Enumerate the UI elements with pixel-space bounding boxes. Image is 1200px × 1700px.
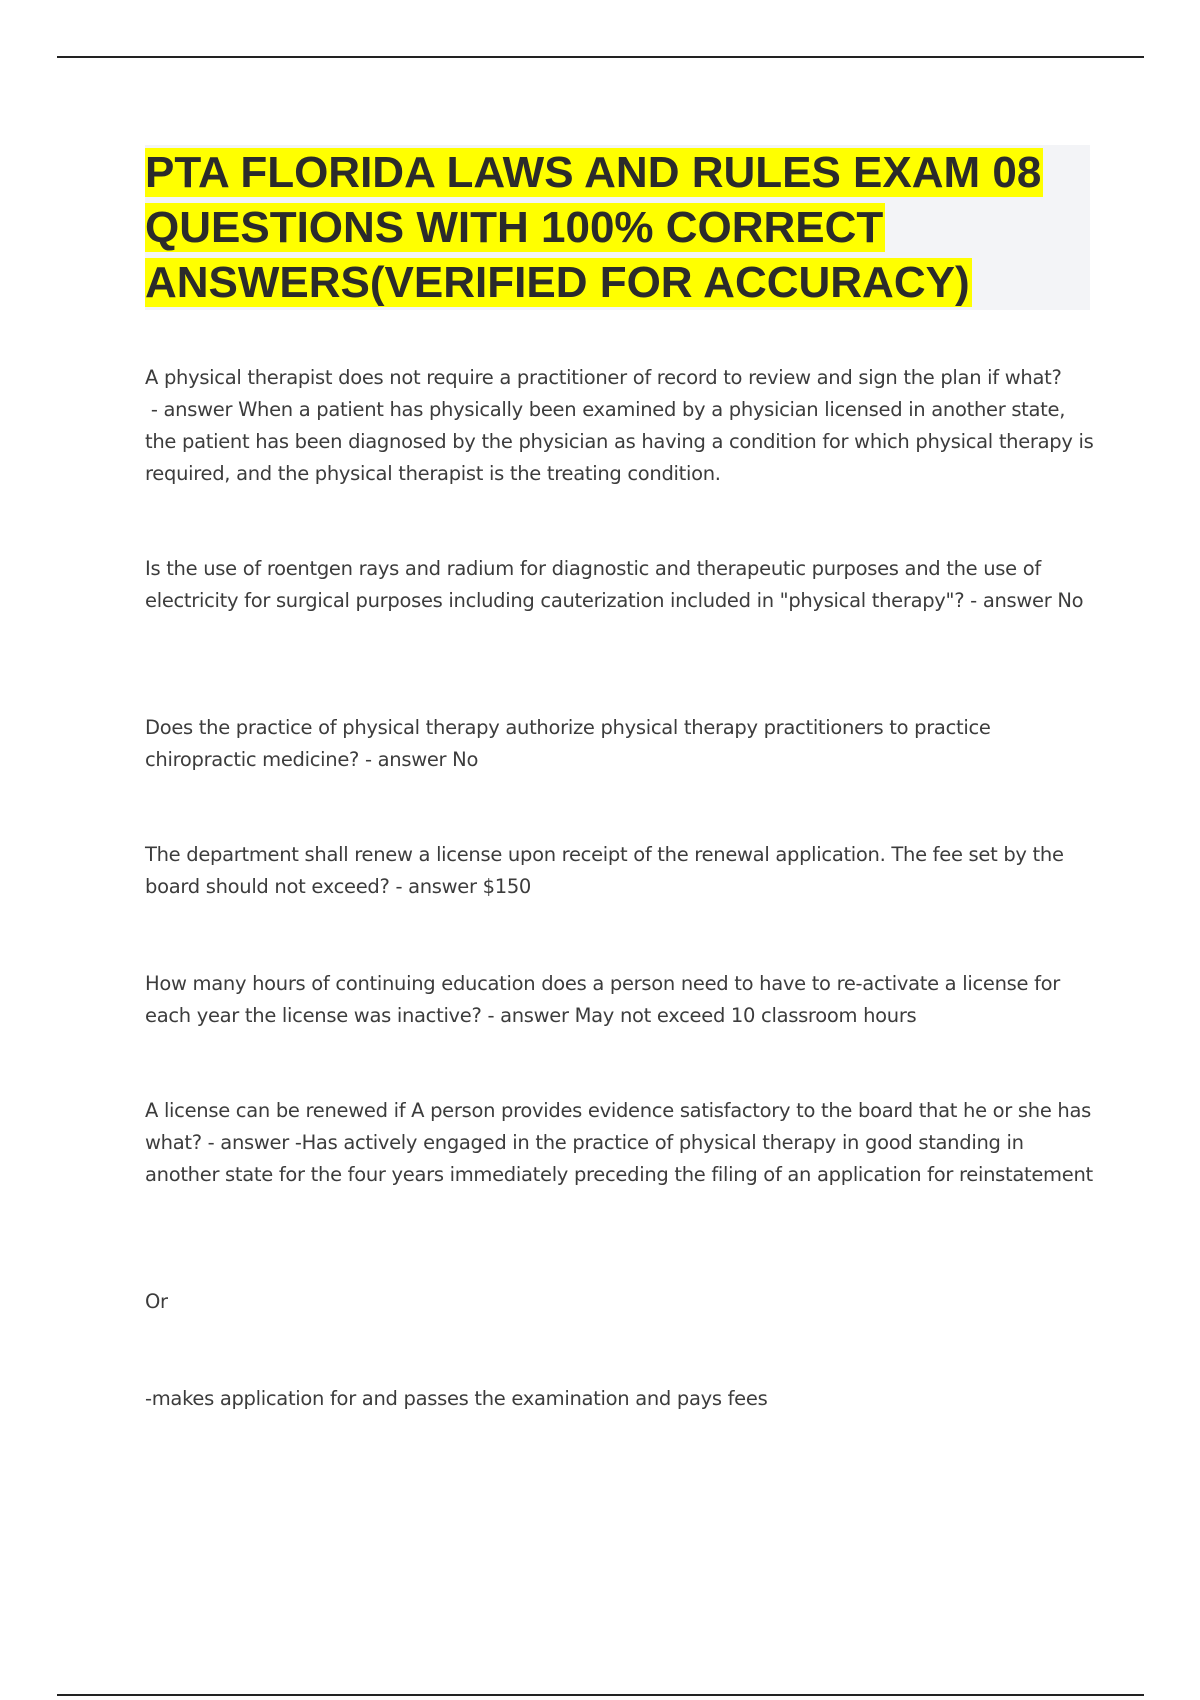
bottom-rule	[57, 1694, 1144, 1696]
answer-text: No	[1057, 589, 1084, 612]
question-text: A physical therapist does not require a practitioner of record to review and sign the plan if what?	[145, 366, 1062, 389]
continuation-text: -makes application for and passes the examination and pays fees	[145, 1387, 768, 1410]
qa-item-3	[145, 712, 1095, 776]
title-highlight: PTA FLORIDA LAWS AND RULES EXAM 08 QUESTIONS WITH 100% CORRECT ANSWERS(VERIFIED FOR ACCURACY)	[145, 148, 1042, 307]
answer-separator: - answer	[481, 1004, 575, 1027]
top-rule	[57, 56, 1144, 58]
question-text: Is the use of roentgen rays and radium for diagnostic and therapeutic purposes and the use of electricity for surgical purposes including cauterization included in "physical therapy"?	[145, 557, 1041, 612]
answer-text: No	[452, 748, 479, 771]
answer-text: May not exceed 10 classroom hours	[574, 1004, 917, 1027]
answer-text: $150	[482, 875, 532, 898]
answer-text: When a patient has physically been examined by a physician licensed in another state, the patient has been diagnosed by the physician as having a condition for which physical therapy is required, and the physical therapist is the treating condition.	[145, 398, 1094, 485]
qa-item-1	[145, 362, 1095, 490]
answer-separator: - answer	[359, 748, 453, 771]
answer-separator: - answer	[145, 398, 239, 421]
document-title	[145, 145, 1090, 310]
qa-item-6	[145, 1095, 1095, 1191]
qa-item-2	[145, 553, 1095, 617]
continuation-or: Or	[145, 1290, 168, 1313]
answer-separator: - answer	[201, 1131, 295, 1154]
answer-separator: - answer	[964, 589, 1058, 612]
question-text: The department shall renew a license upon receipt of the renewal application. The fee set by the board should not exceed?	[145, 843, 1064, 898]
question-text: How many hours of continuing education does a person need to have to re-activate a license for each year the license was inactive?	[145, 972, 1060, 1027]
title-block	[145, 145, 1090, 310]
answer-separator: - answer	[389, 875, 483, 898]
question-text: Does the practice of physical therapy authorize physical therapy practitioners to practice chiropractic medicine?	[145, 716, 991, 771]
question-text: A license can be renewed if A person provides evidence satisfactory to the board that he or she has what?	[145, 1099, 1091, 1154]
qa-item-5	[145, 968, 1095, 1032]
answer-text: -Has actively engaged in the practice of physical therapy in good standing in another state for the four years immediately preceding the filing of an application for reinstatement	[145, 1131, 1093, 1186]
qa-item-4	[145, 839, 1095, 903]
